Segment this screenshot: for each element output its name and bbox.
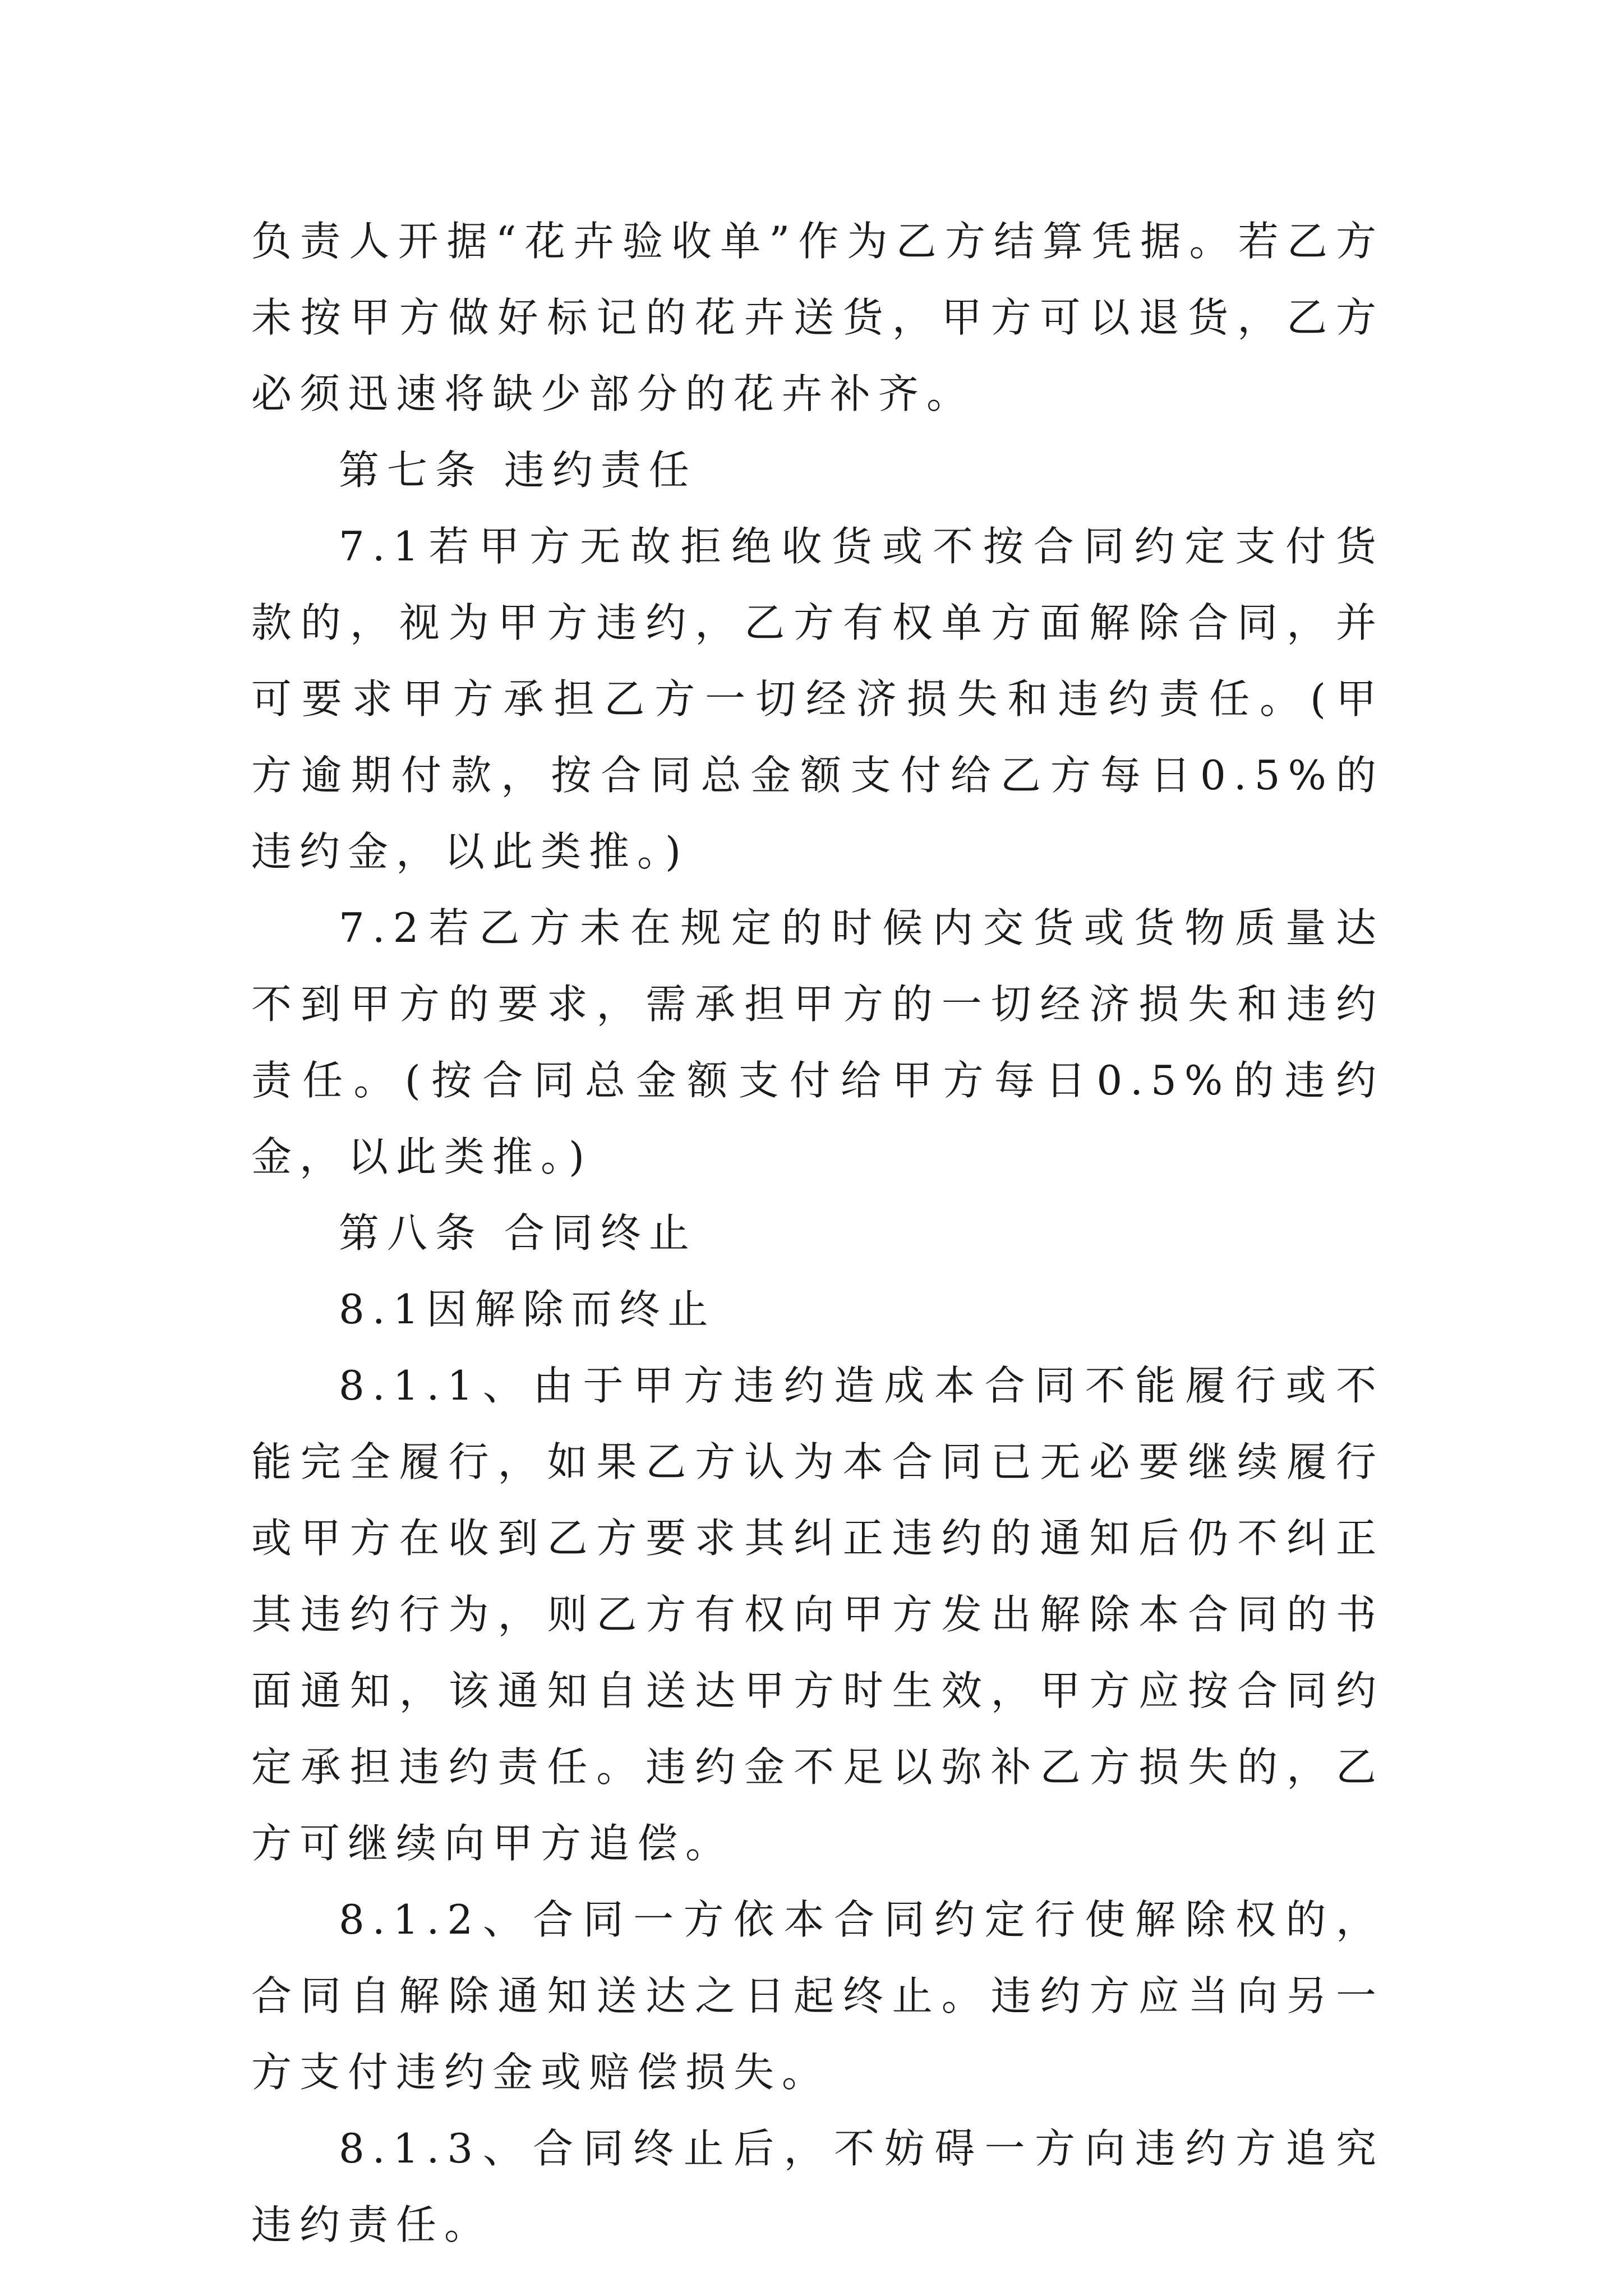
clause-8-1-2: 8.1.2、合同一方依本合同约定行使解除权的，合同自解除通知送达之日起终止。违约方应当向另一方支付违约金或赔偿损失。 bbox=[251, 1896, 1384, 2096]
clause-7-1: 7.1若甲方无故拒绝收货或不按合同约定支付货款的，视为甲方违约，乙方有权单方面解除合同，并可要求甲方承担乙方一切经济损失和违约责任。(甲方逾期付款，按合同总金额支付给乙方每日0.5%的违约金，以此类推。) bbox=[251, 523, 1384, 875]
clause-8-1: 8.1因解除而终止 bbox=[339, 1286, 716, 1333]
article-7-heading: 第七条 违约责任 bbox=[339, 447, 697, 494]
clause-8-1-1: 8.1.1、由于甲方违约造成本合同不能履行或不能完全履行，如果乙方认为本合同已无必要继续履行或甲方在收到乙方要求其纠正违约的通知后仍不纠正其违约行为，则乙方有权向甲方发出解除本合同的书面通知，该通知自送达甲方时生效，甲方应按合同约定承担违约责任。违约金不足以弥补乙方损失的，乙方可继续向甲方追偿。 bbox=[251, 1362, 1384, 1867]
article-8-heading: 第八条 合同终止 bbox=[339, 1209, 697, 1257]
clause-7-2: 7.2若乙方未在规定的时候内交货或货物质量达不到甲方的要求，需承担甲方的一切经济损失和违约责任。(按合同总金额支付给甲方每日0.5%的违约金，以此类推。) bbox=[251, 904, 1384, 1180]
document-body bbox=[251, 203, 1384, 2263]
paragraph-intro: 负责人开据“花卉验收单”作为乙方结算凭据。若乙方未按甲方做好标记的花卉送货，甲方可以退货，乙方必须迅速将缺少部分的花卉补齐。 bbox=[251, 218, 1384, 417]
clause-8-1-3: 8.1.3、合同终止后，不妨碍一方向违约方追究违约责任。 bbox=[251, 2125, 1384, 2248]
